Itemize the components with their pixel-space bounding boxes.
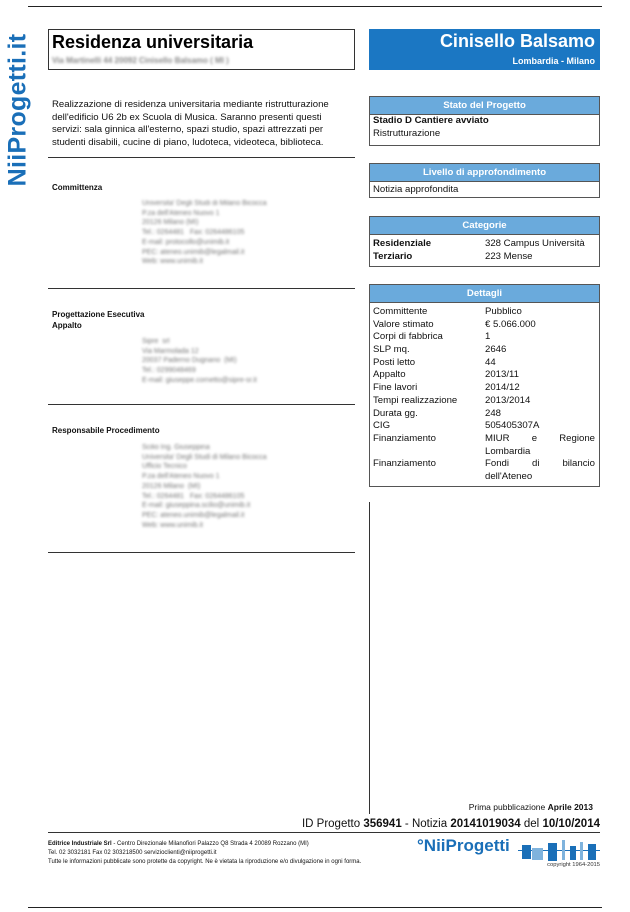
divider xyxy=(48,404,355,405)
first-publication-date: Aprile 2013 xyxy=(547,802,593,812)
project-address: Via Martinelli 44 20092 Cinisello Balsamo ( MI ) xyxy=(52,56,229,65)
dettagli-row xyxy=(370,319,599,332)
dettagli-value: Pubblico xyxy=(485,306,522,317)
first-publication-label: Prima pubblicazione xyxy=(468,802,546,812)
footer-copyright-notice: Tutte le informazioni pubblicate sono protette da copyright. Ne è vietata la riproduzione e/o divulgazione in ogni forma. xyxy=(48,859,362,865)
del-label: del xyxy=(523,818,540,830)
dettagli-value: 44 xyxy=(485,356,496,368)
dettagli-key: Finanziamento xyxy=(373,432,436,444)
progettazione-details: Sipre srl Via Marmolada 12 20037 Paderno Dugnano (MI) Tel.: 0299048469 E-mail: giuseppe.cornetto@sipre-sr.it xyxy=(142,338,257,384)
divider xyxy=(48,552,355,553)
categoria-value: 328 Campus Università xyxy=(485,238,585,249)
top-rule xyxy=(28,6,602,7)
categoria-name: Terziario xyxy=(373,251,413,262)
region-name: Lombardia - Milano xyxy=(512,56,595,66)
categorie-heading: Categorie xyxy=(370,217,599,235)
dettagli-heading: Dettagli xyxy=(370,285,599,303)
dettagli-value: Fondi di bilancio xyxy=(485,457,595,469)
responsabile-label: Responsabile Procedimento xyxy=(52,426,160,435)
location-header xyxy=(369,29,600,70)
categoria-row xyxy=(370,251,599,264)
dettagli-value-cont: Lombardia xyxy=(485,445,531,457)
categoria-value: 223 Mense xyxy=(485,251,533,262)
stato-panel xyxy=(369,96,600,146)
dettagli-value-cont: dell'Ateneo xyxy=(485,470,533,482)
progettazione-label: Progettazione Esecutiva xyxy=(52,310,145,319)
id-label: ID Progetto xyxy=(301,818,361,830)
livello-panel xyxy=(369,163,600,198)
dettagli-row xyxy=(370,357,599,370)
dettagli-value: 1 xyxy=(485,331,491,343)
dettagli-row xyxy=(370,433,599,458)
notizia-label: - Notizia xyxy=(404,818,448,830)
dettagli-row xyxy=(370,306,599,319)
dettagli-value: 2014/12 xyxy=(485,382,520,394)
notizia-date: 10/10/2014 xyxy=(542,818,600,830)
notizia-value: 20141019034 xyxy=(450,818,521,830)
dettagli-row xyxy=(370,420,599,433)
project-title: Residenza universitaria xyxy=(52,32,254,52)
id-value: 356941 xyxy=(363,818,402,830)
footer-rule xyxy=(48,832,600,833)
categoria-row xyxy=(370,238,599,251)
responsabile-details: Scilio Ing. Giuseppina Universita' Degli Studi di Milano Bicocca Ufficio Tecnico P.za dell'Ateneo Nuovo 1 20126 Milano (MI) Tel.: 0264481 Fax: 0264486105 E-mail: giuseppina.scilio@unimib.it PEC: ateneo.unimib@legalmail.it Web: www.unimib.it xyxy=(142,444,267,529)
categorie-panel xyxy=(369,216,600,267)
dettagli-row xyxy=(370,369,599,382)
dettagli-row xyxy=(370,382,599,395)
project-title-box xyxy=(48,29,355,70)
livello-heading: Livello di approfondimento xyxy=(370,164,599,182)
sidebar-rule xyxy=(369,502,370,814)
dettagli-row xyxy=(370,395,599,408)
stato-stage: Stadio D Cantiere avviato xyxy=(373,115,489,126)
dettagli-value: 2013/2014 xyxy=(485,394,531,406)
dettagli-key: Posti letto xyxy=(373,356,416,368)
footer-contacts: Tel. 02 3032181 Fax 02 303218500 servizioclienti@niiprogetti.it xyxy=(48,850,217,856)
divider xyxy=(48,288,355,289)
stato-type: Ristrutturazione xyxy=(373,128,441,139)
dettagli-value: 505405307A xyxy=(485,420,540,432)
appalto-label: Appalto xyxy=(52,321,82,330)
committenza-details: Universita' Degli Studi di Milano Bicocca P.za dell'Ateneo Nuovo 1 20126 Milano (MI) Tel.: 0264481 Fax: 0264486105 E-mail: protocollo@unimib.it PEC: ateneo.unimib@legalmail.it Web: www.unimib.it xyxy=(142,200,267,266)
dettagli-value: 2646 xyxy=(485,344,507,356)
brand-logo-vertical xyxy=(3,30,33,190)
dettagli-key: Finanziamento xyxy=(373,457,436,469)
dettagli-value: MIUR e Regione xyxy=(485,432,595,444)
livello-value: Notizia approfondita xyxy=(373,184,459,195)
bottom-rule xyxy=(28,907,602,908)
brand-logo-text: NiiProgetti.it xyxy=(3,33,32,187)
dettagli-value: 248 xyxy=(485,407,502,419)
stato-heading: Stato del Progetto xyxy=(370,97,599,115)
footer-copyright: copyright 1964-2015 xyxy=(547,862,600,868)
dettagli-panel xyxy=(369,284,600,487)
dettagli-key: Tempi realizzazione xyxy=(373,394,458,406)
footer-logo-text: °NiiProgetti xyxy=(417,836,510,855)
dettagli-row xyxy=(370,331,599,344)
dettagli-key: CIG xyxy=(373,420,391,432)
first-publication xyxy=(469,802,593,812)
dettagli-key: Corpi di fabbrica xyxy=(373,331,443,343)
dettagli-key: Appalto xyxy=(373,369,406,381)
project-description: Realizzazione di residenza universitaria mediante ristrutturazione dell'edificio U6 2b ex Scuola di Musica. Saranno presenti questi servizi: sala ginnica all'esterno, spazi studio, spazi attrezzati per studenti disabili, cucine di piano, ludoteca, videoteca, biblioteca. xyxy=(52,99,329,148)
categoria-name: Residenziale xyxy=(373,238,432,249)
dettagli-key: Durata gg. xyxy=(373,407,418,419)
dettagli-value: 2013/11 xyxy=(485,369,519,381)
dettagli-row xyxy=(370,458,599,483)
dettagli-key: SLP mq. xyxy=(373,344,410,356)
dettagli-key: Valore stimato xyxy=(373,318,434,330)
skyline-icon xyxy=(518,837,600,865)
project-id-line xyxy=(302,818,600,830)
dettagli-key: Fine lavori xyxy=(373,382,418,394)
divider xyxy=(48,157,355,158)
footer-address: - Centro Direzionale Milanofiori Palazzo Q8 Strada 4 20089 Rozzano (MI) xyxy=(111,841,309,847)
dettagli-key: Committente xyxy=(373,306,428,317)
dettagli-row xyxy=(370,408,599,421)
committenza-label: Committenza xyxy=(52,183,103,192)
footer-info xyxy=(48,840,361,867)
footer-company: Editrice Industriale Srl xyxy=(48,841,112,847)
city-name: Cinisello Balsamo xyxy=(439,31,595,51)
dettagli-row xyxy=(370,344,599,357)
dettagli-value: € 5.066.000 xyxy=(485,318,536,330)
